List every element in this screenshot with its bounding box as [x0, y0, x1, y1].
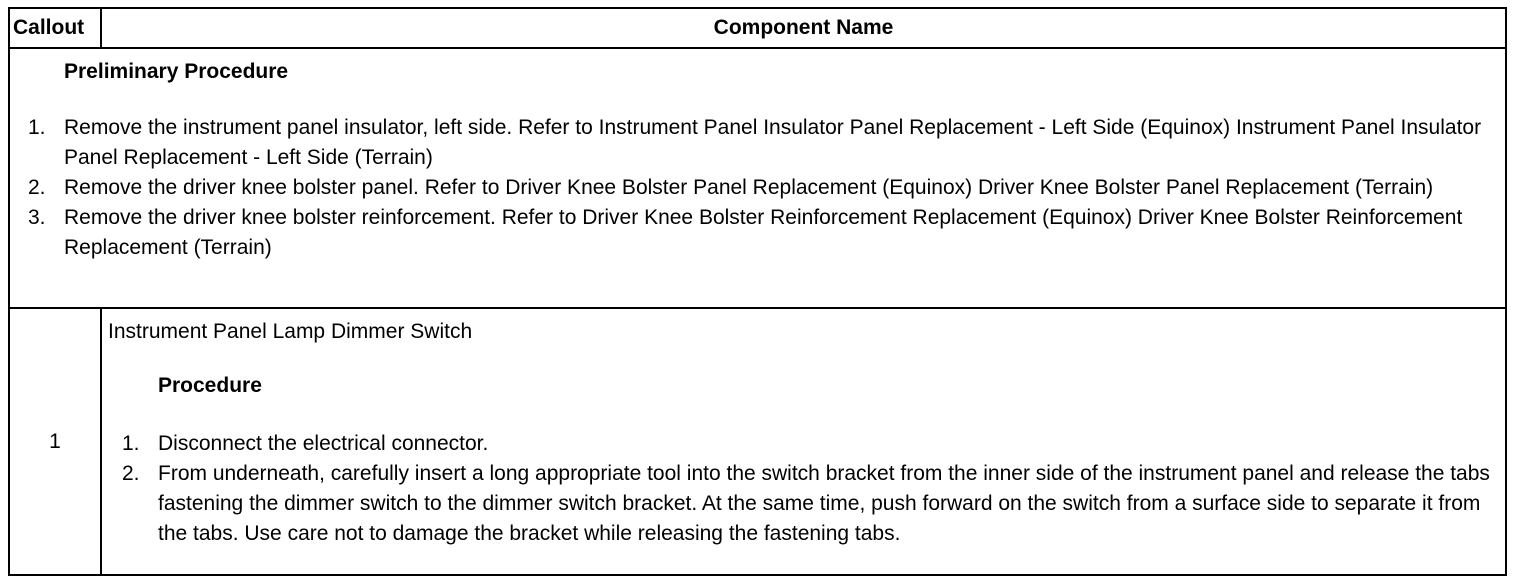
step-number: 2.: [122, 462, 140, 485]
step-number: 2.: [28, 176, 46, 199]
preliminary-step: [28, 113, 1493, 173]
step-number: 3.: [28, 206, 46, 229]
header-row: [9, 8, 1506, 48]
preliminary-step: [28, 173, 1493, 203]
preliminary-row: [9, 48, 1506, 308]
procedure-title: Procedure: [158, 374, 262, 397]
step-text: Remove the driver knee bolster reinforcement. Refer to Driver Knee Bolster Reinforcement Replacement (Equinox) Driver Knee Bolster Reinforcement Replacement (Terrain): [64, 206, 1463, 259]
preliminary-cell: [9, 48, 1506, 308]
table-row: [9, 308, 1506, 575]
preliminary-title: Preliminary Procedure: [64, 60, 289, 83]
step-text: Remove the driver knee bolster panel. Refer to Driver Knee Bolster Panel Replacement (Equinox) Driver Knee Bolster Panel Replacement (Terrain): [64, 176, 1434, 199]
procedure-steps: [122, 429, 1491, 549]
step-text: Remove the instrument panel insulator, left side. Refer to Instrument Panel Insulator Panel Replacement - Left Side (Equinox) Instrument Panel Insulator Panel Replacement - Left Side (Terrain): [64, 116, 1482, 169]
step-number: 1.: [122, 432, 140, 455]
component-table: [8, 7, 1507, 576]
procedure-step: [122, 429, 1491, 459]
procedure-step: [122, 459, 1491, 549]
step-number: 1.: [28, 116, 46, 139]
callout-number: 1: [9, 308, 101, 575]
step-text: From underneath, carefully insert a long appropriate tool into the switch bracket from the inner side of the instrument panel and release the tabs fastening the dimmer switch to the dimmer switch bracket. At the same time, push forward on the switch from a surface side to separate it from the tabs. Use care not to damage the bracket while releasing the fastening tabs.: [158, 462, 1490, 545]
component-name: Instrument Panel Lamp Dimmer Switch: [108, 320, 473, 343]
preliminary-steps: [28, 113, 1493, 263]
component-name-header: Component Name: [101, 8, 1506, 48]
callout-header: Callout: [9, 8, 101, 48]
component-cell: [101, 308, 1506, 575]
preliminary-step: [28, 203, 1493, 263]
step-text: Disconnect the electrical connector.: [158, 432, 489, 455]
